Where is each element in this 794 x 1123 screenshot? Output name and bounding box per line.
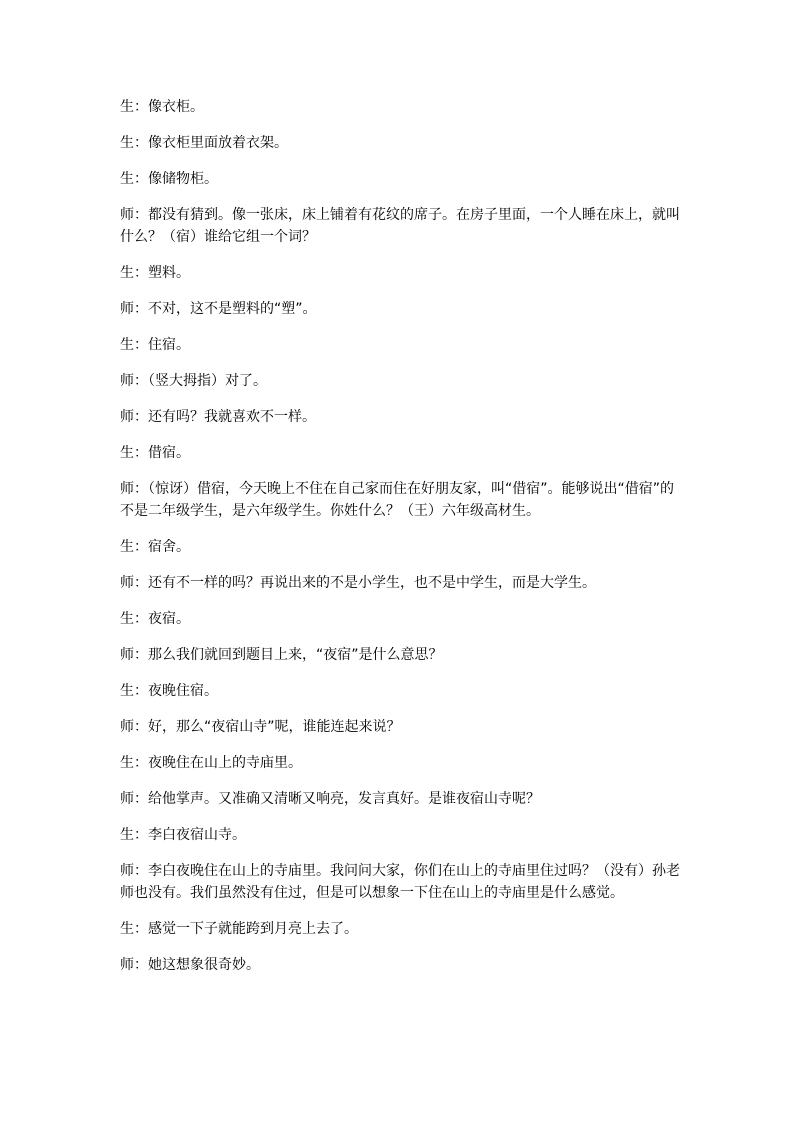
dialogue-line: 师：不对，这不是塑料的“塑”。 [120, 301, 317, 317]
dialogue-line: 生：住宿。 [120, 337, 190, 353]
dialogue-line: 生：像储物柜。 [120, 171, 218, 187]
lesson-transcript [120, 96, 680, 990]
dialogue-line: 生：感觉一下子就能跨到月亮上去了。 [120, 921, 358, 937]
dialogue-line: 师：（惊讶）借宿，今天晚上不住在自己家而住在好朋友家，叫“借宿”。能够说出“借宿”的不是二年级学生，是六年级学生。你姓什么？（王）六年级高材生。 [120, 481, 675, 519]
dialogue-line: 生：李白夜宿山寺。 [120, 827, 246, 843]
dialogue-line: 生：像衣柜里面放着衣架。 [120, 135, 288, 151]
dialogue-line: 师：好，那么“夜宿山寺”呢，谁能连起来说？ [120, 719, 401, 735]
dialogue-line: 师：那么我们就回到题目上来，“夜宿”是什么意思？ [120, 647, 443, 663]
dialogue-line: 师：李白夜晚住在山上的寺庙里。我问问大家，你们在山上的寺庙里住过吗？（没有）孙老师也没有。我们虽然没有住过，但是可以想象一下住在山上的寺庙里是什么感觉。 [120, 863, 680, 901]
dialogue-line: 生：夜晚住在山上的寺庙里。 [120, 755, 302, 771]
dialogue-line: 师：还有吗？我就喜欢不一样。 [120, 409, 316, 425]
dialogue-line: 师：都没有猜到。像一张床，床上铺着有花纹的席子。在房子里面，一个人睡在床上，就叫什么？（宿）谁给它组一个词？ [120, 207, 680, 245]
dialogue-line: 生：像衣柜。 [120, 99, 204, 115]
dialogue-line: 生：夜宿。 [120, 611, 190, 627]
dialogue-line: 师：她这想象很奇妙。 [120, 957, 260, 973]
dialogue-line: 师：还有不一样的吗？再说出来的不是小学生，也不是中学生，而是大学生。 [120, 575, 596, 591]
dialogue-line: 生：塑料。 [120, 265, 190, 281]
dialogue-line: 生：夜晚住宿。 [120, 683, 218, 699]
dialogue-line: 师：给他掌声。又准确又清晰又响亮，发言真好。是谁夜宿山寺呢？ [120, 791, 540, 807]
dialogue-line: 生：借宿。 [120, 445, 190, 461]
dialogue-line: 生：宿舍。 [120, 539, 190, 555]
dialogue-line: 师：（竖大拇指）对了。 [120, 373, 267, 389]
